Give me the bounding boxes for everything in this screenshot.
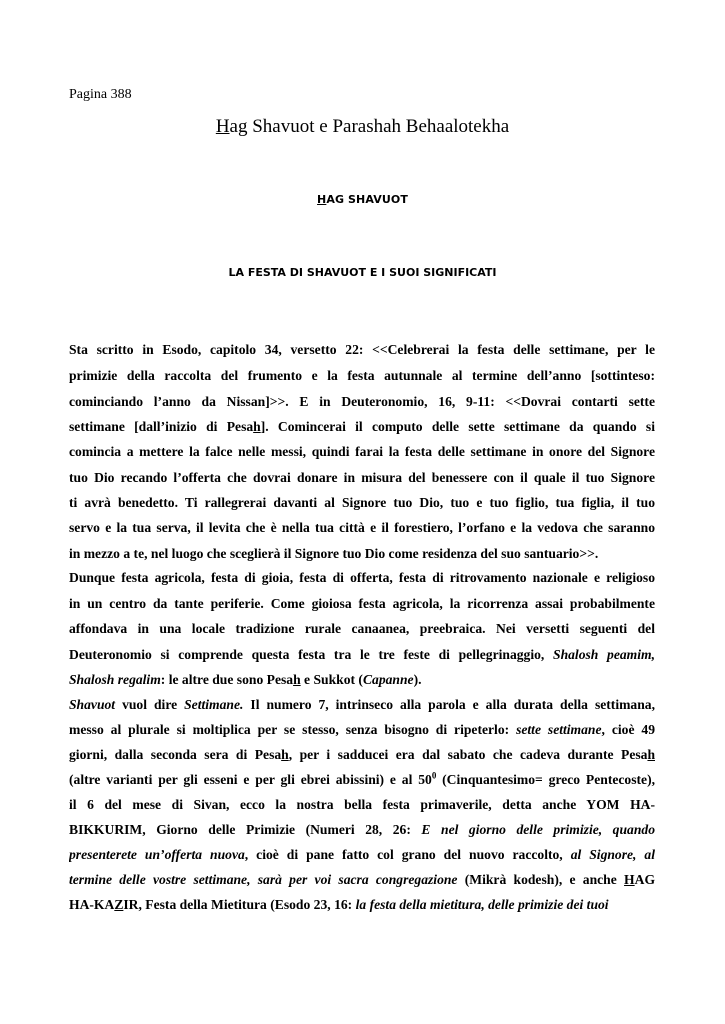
body-line [69,722,655,740]
body-line: ti avrà benedetto. Ti rallegrerai davanti al Signore tuo Dio, tuo e tuo figlio, tua figlia, il tuo [69,495,655,510]
body-line: comincia a mettere la falce nelle messi, quindi farai la festa delle settimane in onore del Signore [69,444,655,459]
text-run-italic: Capanne [362,672,414,687]
text-run-underlined: Z [114,897,124,912]
text-run-italic: Shavuot [69,697,116,712]
body-line [69,747,655,765]
document-title [0,116,725,138]
text-run-italic: Settimane. [184,697,244,712]
text-run: giorni, dalla seconda sera di Pesa [69,747,282,762]
section-heading [0,193,725,206]
body-line [69,697,655,715]
text-run-underlined: h [253,419,261,434]
body-line: primizie della raccolta del frumento e la festa autunnale al termine dell’anno [sottinteso: [69,368,655,383]
text-run-underlined: h [293,672,301,687]
text-run-italic: Shalosh peamim, [553,647,655,662]
text-run: messo al plurale si moltiplica per se stesso, senza bisogno di ripeterlo: [69,722,517,737]
text-run-italic: sette settimane [516,722,602,737]
text-run: (Mikrà kodesh), e anche [457,872,625,887]
body-line [69,772,655,790]
superscript: 0 [431,772,437,781]
body-line: il 6 del mese di Sivan, ecco la nostra bella festa primaverile, detta anche YOM HA- [69,797,655,812]
body-line: servo e la tua serva, il levita che è nella tua città e il forestiero, l’orfano e la vedova che saranno [69,520,655,535]
text-run: (altre varianti per gli esseni e per gli ebrei abissini) e al 50 [69,772,432,787]
text-run: , per i sadducei era dal sabato che cadeva durante Pesa [288,747,648,762]
text-run: IR, Festa della Mietitura (Esodo 23, 16: [123,897,356,912]
body-line: Sta scritto in Esodo, capitolo 34, versetto 22: <<Celebrerai la festa delle settimane, per le [69,342,655,357]
text-run: ). [413,672,422,687]
body-line [69,672,655,688]
page-number: Pagina 388 [69,87,132,102]
text-run: HA-KA [69,897,115,912]
body-line: cominciando l’anno da Nissan]>>. E in Deuteronomio, 16, 9-11: <<Dovrai contarti sette [69,394,655,409]
text-run-underlined: H [624,872,635,887]
text-run: AG [634,872,655,887]
body-line [69,419,655,437]
body-line [69,872,655,890]
text-run: Deuteronomio si comprende questa festa tra le tre feste di pellegrinaggio, [69,647,554,662]
text-run-italic: Shalosh regalim [69,672,161,687]
text-run-underlined: h [647,747,655,762]
text-run: e Sukkot ( [300,672,363,687]
text-run: ]. Comincerai il computo delle sette settimane da quando si [260,419,655,434]
text-run-italic: presenterete un’offerta nuova [69,847,245,862]
text-run: (Cinquantesimo= greco Pentecoste), [436,772,655,787]
body-line: Dunque festa agricola, festa di gioia, festa di offerta, festa di ritrovamento nazionale e religioso [69,570,655,585]
section-heading-text: AG SHAVUOT [326,193,408,206]
text-run: : le altre due sono Pesa [160,672,294,687]
text-run: Il numero 7, intrinseco alla parola e alla durata della settimana, [243,697,655,712]
text-run-italic: la festa della mietitura, delle primizie dei tuoi [355,897,609,912]
body-line [69,847,655,865]
text-run-italic: E nel giorno delle primizie, quando [421,822,655,837]
text-run-underlined: h [281,747,289,762]
text-run-italic: termine delle vostre settimane, sarà per voi sacra congregazione [69,872,458,887]
text-run: BIKKURIM, Giorno delle Primizie (Numeri 28, 26: [69,822,422,837]
subsection-heading: LA FESTA DI SHAVUOT E I SUOI SIGNIFICATI [228,266,497,279]
text-run: vuol dire [115,697,185,712]
body-line [69,897,655,913]
text-run: , cioè di pane fatto col grano del nuovo raccolto, [244,847,571,862]
body-line: in un centro da tante periferie. Come gioiosa festa agricola, la ricorrenza assai probabilmente [69,596,655,611]
text-run: settimane [dall’inizio di Pesa [69,419,254,434]
body-line: affondava in una locale tradizione rurale canaanea, preebraica. Nei versetti seguenti del [69,621,655,636]
body-line: in mezzo a te, nel luogo che sceglierà il Signore tuo Dio come residenza del suo santuario>>. [69,546,599,561]
body-line [69,822,655,840]
body-line: tuo Dio recando l’offerta che dovrai donare in misura del benessere con il quale il tuo Signore [69,470,655,485]
section-heading-initial: H [317,193,327,206]
title-initial: H [215,116,230,137]
text-run: , cioè 49 [601,722,655,737]
text-run-italic: al Signore, al [570,847,655,862]
body-line [69,647,655,665]
title-text: ag Shavuot e Parashah Behaalotekha [229,116,510,137]
